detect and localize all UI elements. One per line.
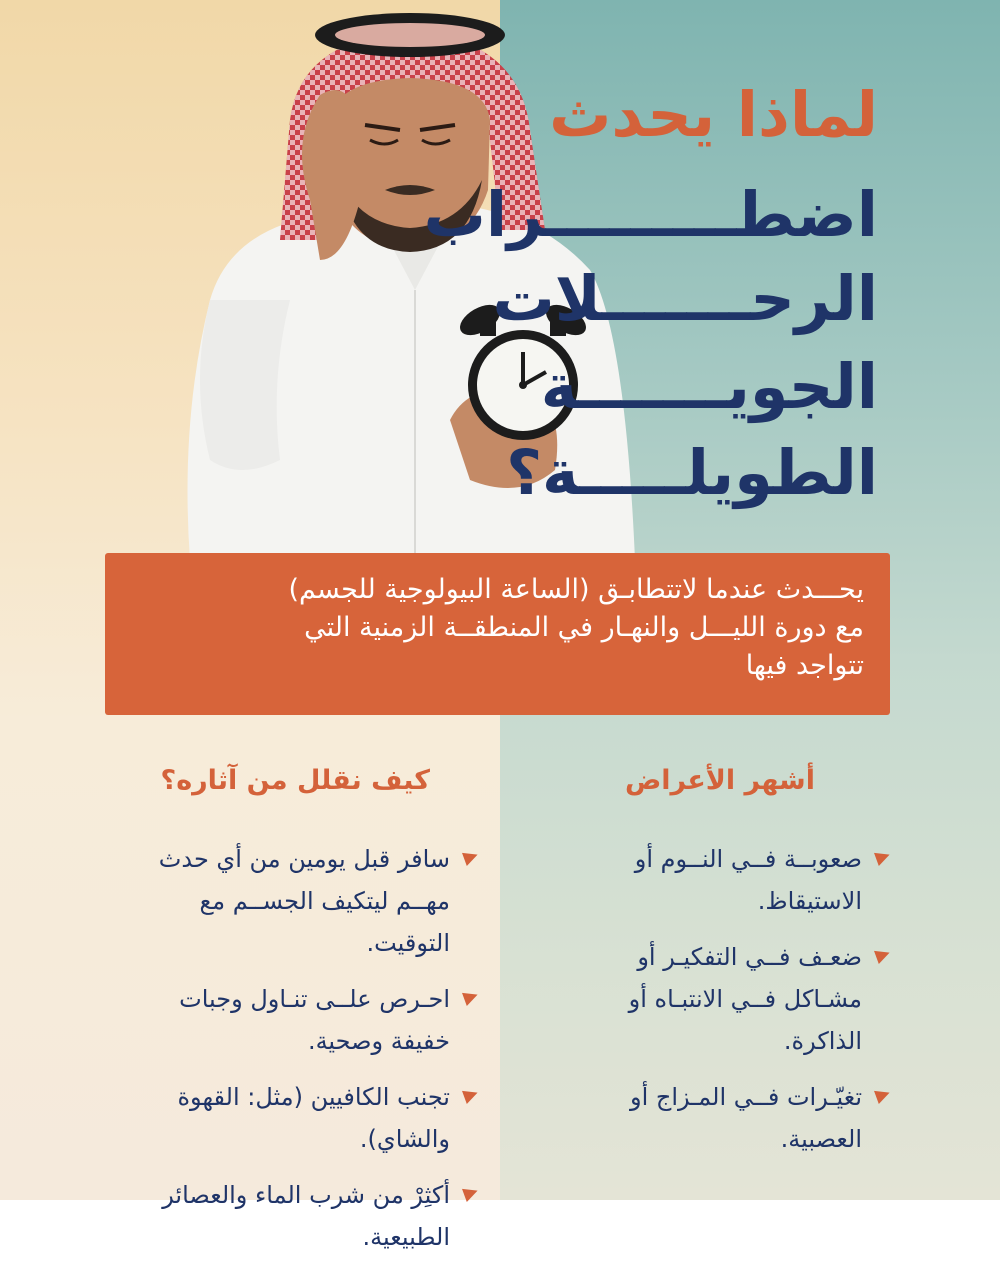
definition-line: مع دورة الليـــل والنهـار في المنطقــة الزمنية التي <box>304 612 864 643</box>
list-item-text: سافر قبل يومين من أي حدث <box>158 845 450 873</box>
tips-list <box>100 838 480 1272</box>
list-item-text: أكثِرْ من شرب الماء والعصائر <box>162 1181 450 1209</box>
list-item-text: خفيفة وصحية. <box>307 1027 450 1055</box>
title-line-1: لماذا يحدث <box>549 78 878 151</box>
list-item-text: ضعـف فــي التفكيـر أو <box>637 943 862 971</box>
list-item-text: مشـاكل فــي الانتبـاه أو <box>628 985 862 1013</box>
list-item <box>100 978 480 1062</box>
list-item-text: احـرص علــى تنـاول وجبات <box>179 985 450 1013</box>
list-item-text: الاستيقاظ. <box>757 887 862 915</box>
title-line-4: الجويـــــــة <box>540 350 878 423</box>
title-line-5: الطويلـــــة؟ <box>506 436 878 509</box>
tips-heading: كيف نقلل من آثاره؟ <box>160 765 430 796</box>
title-line-2: اضطـــــــــراب <box>423 178 878 251</box>
list-item-text: مهــم ليتكيف الجســم مع <box>199 887 450 915</box>
triangle-bullet-icon <box>462 1086 480 1104</box>
symptoms-list <box>522 838 892 1174</box>
list-item-text: التوقيت. <box>366 929 450 957</box>
list-item-text: صعوبــة فــي النــوم أو <box>634 845 862 873</box>
list-item-text: الذاكرة. <box>783 1027 862 1055</box>
list-item <box>100 1174 480 1258</box>
list-item <box>100 838 480 964</box>
list-item-text: والشاي). <box>359 1125 450 1153</box>
triangle-bullet-icon <box>874 1086 892 1104</box>
triangle-bullet-icon <box>874 946 892 964</box>
list-item-text: تجنب الكافيين (مثل: القهوة <box>177 1083 450 1111</box>
definition-line: تتواجد فيها <box>745 650 864 681</box>
list-item-text: الطبيعية. <box>362 1223 450 1251</box>
triangle-bullet-icon <box>462 1184 480 1202</box>
list-item-text: تغيّـرات فــي المـزاج أو <box>629 1083 862 1111</box>
list-item <box>522 1076 892 1160</box>
list-item-text: العصبية. <box>780 1125 862 1153</box>
title-line-3: الرحـــــــلات <box>492 262 878 335</box>
triangle-bullet-icon <box>462 988 480 1006</box>
list-item <box>522 936 892 1062</box>
symptoms-heading: أشهر الأعراض <box>624 765 815 796</box>
list-item <box>522 838 892 922</box>
triangle-bullet-icon <box>462 848 480 866</box>
definition-line: يحـــدث عندما لاتتطابـق (الساعة البيولوجية للجسم) <box>288 574 864 605</box>
definition-box <box>105 553 890 715</box>
list-item <box>100 1076 480 1160</box>
triangle-bullet-icon <box>874 848 892 866</box>
